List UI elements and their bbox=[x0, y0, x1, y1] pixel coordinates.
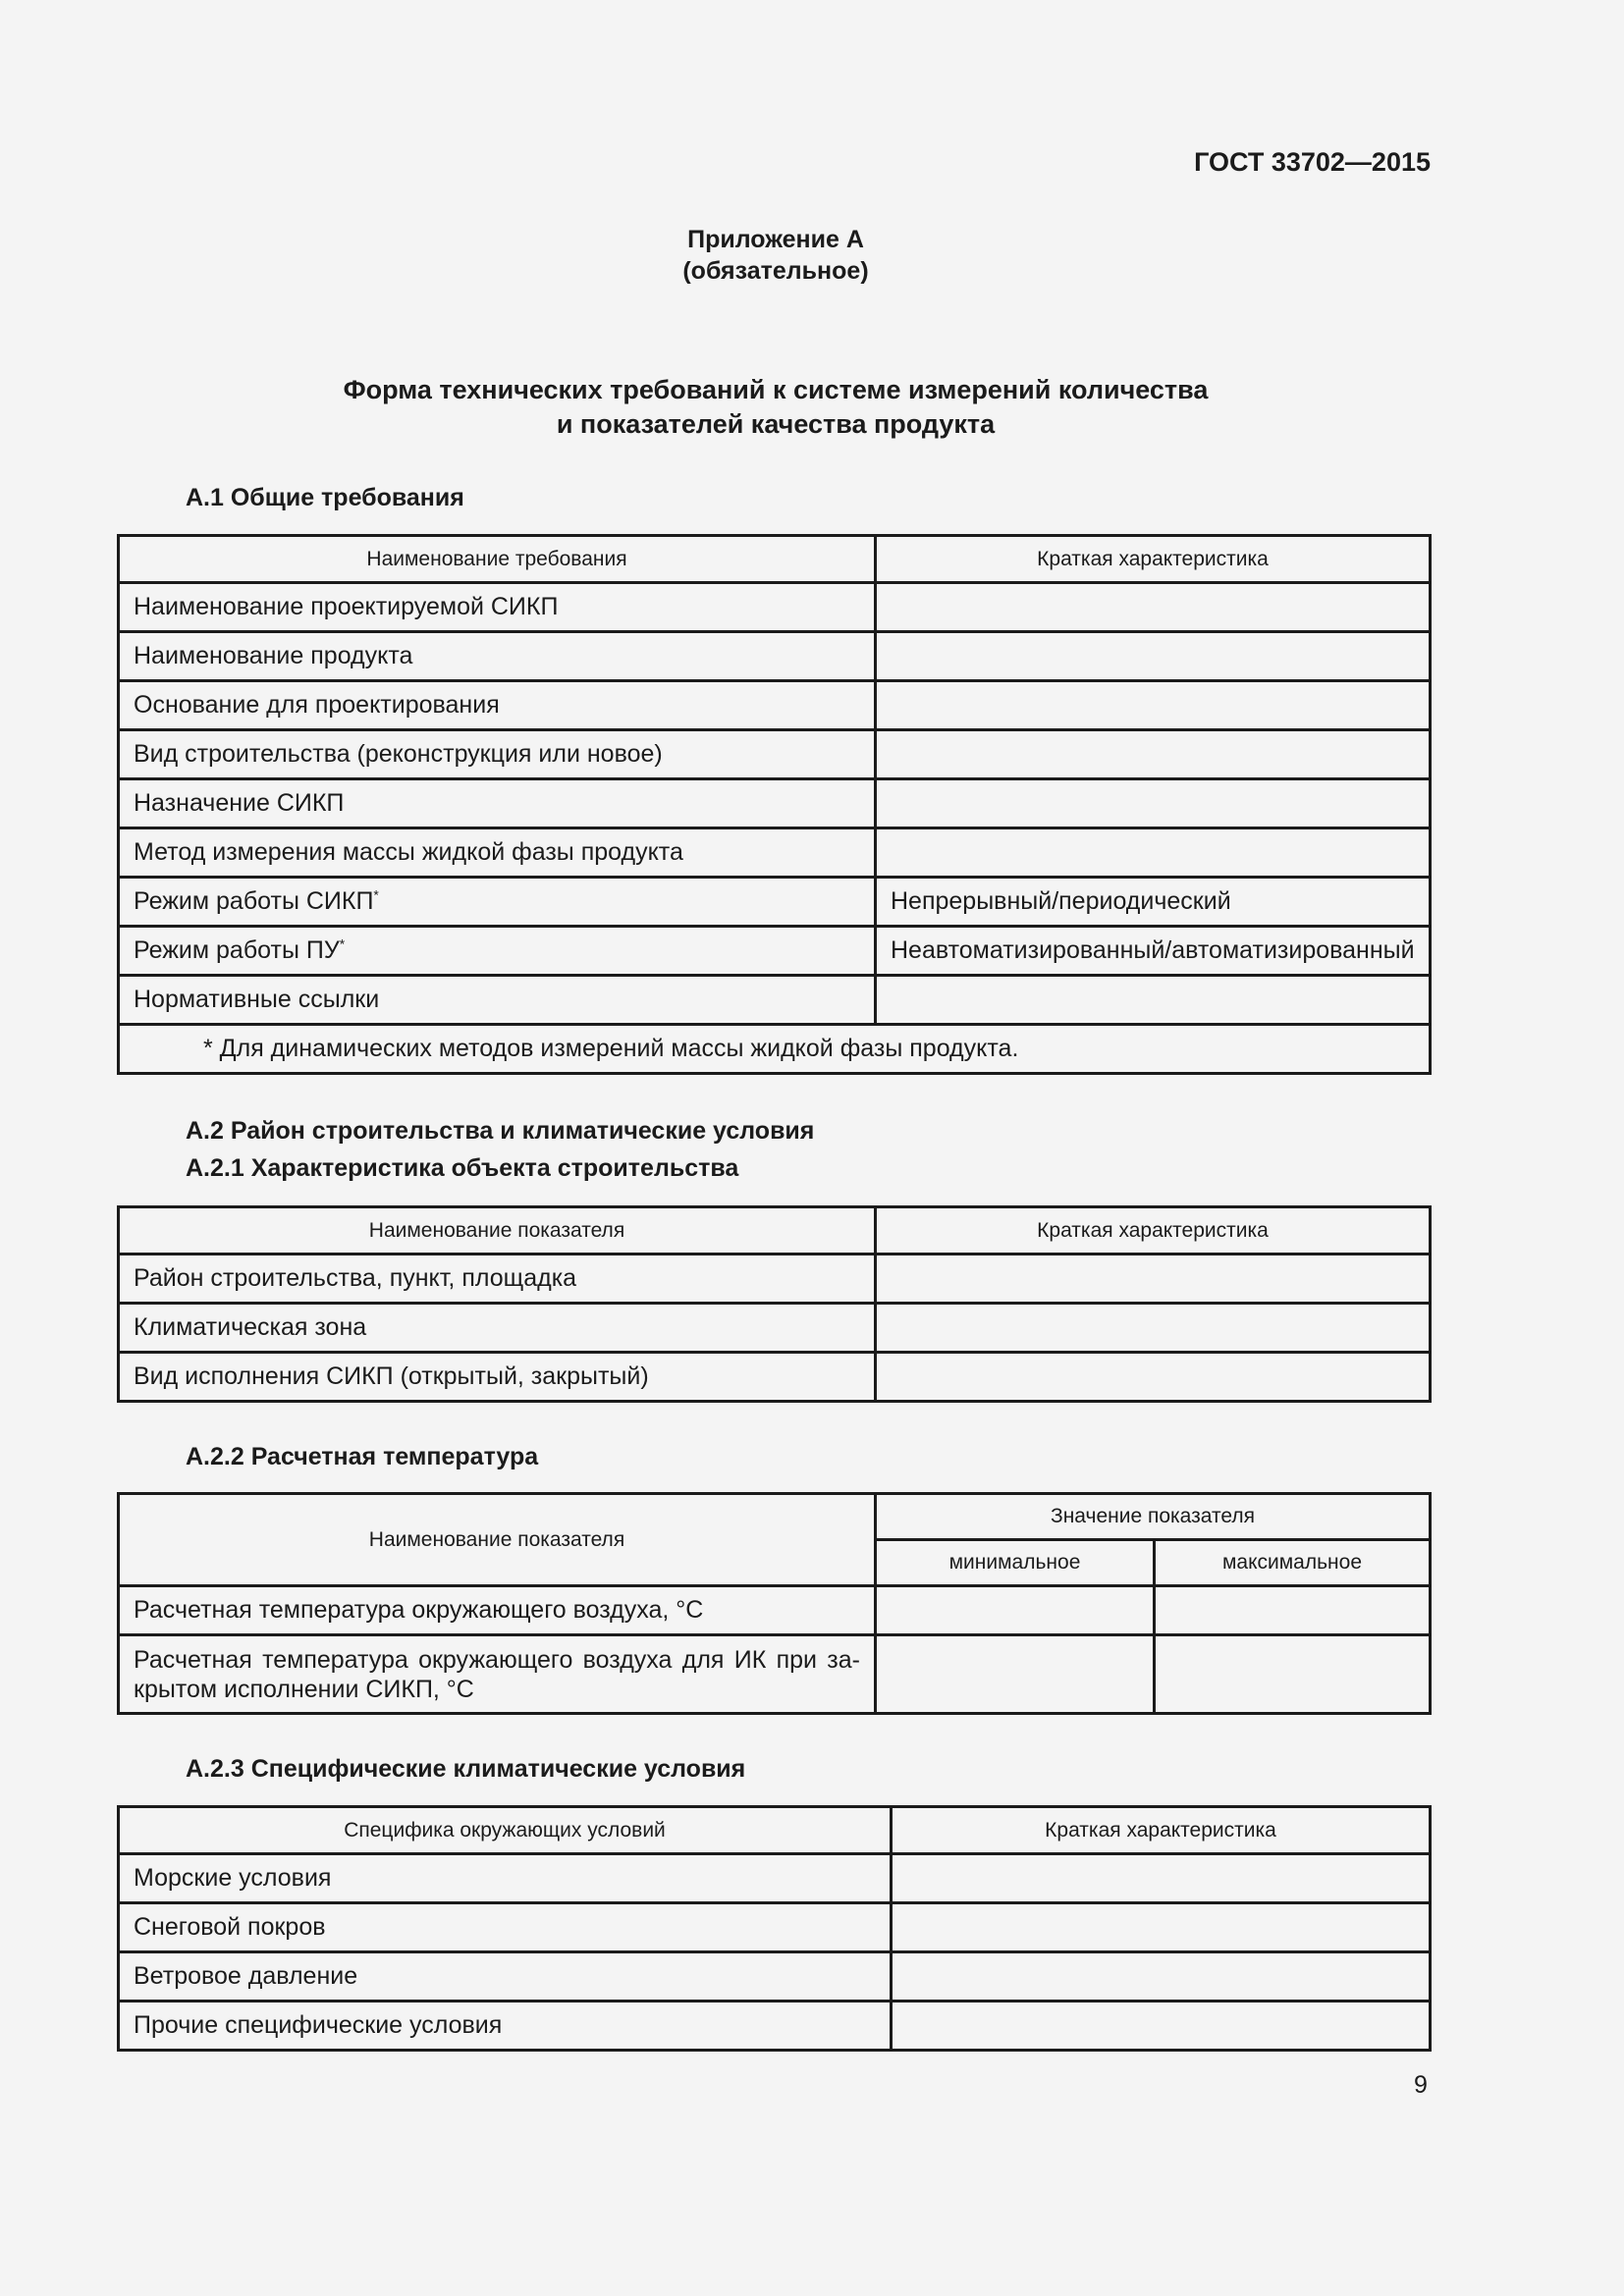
footnote-row bbox=[119, 1025, 1431, 1074]
table-row bbox=[119, 927, 1431, 976]
table-row bbox=[119, 681, 1431, 730]
table-row bbox=[119, 1635, 1431, 1714]
requirement-value bbox=[876, 730, 1431, 779]
climatic-conditions-table bbox=[117, 1805, 1432, 2052]
table-row bbox=[119, 1903, 1431, 1952]
requirement-value: Непрерывный/периодический bbox=[876, 878, 1431, 927]
table-header-row bbox=[119, 1807, 1431, 1854]
table-header-row bbox=[119, 1207, 1431, 1255]
section-a21-heading: А.2.1 Характеристика объекта строительства bbox=[186, 1154, 739, 1182]
indicator-name: Вид исполнения СИКП (открытый, закрытый) bbox=[119, 1353, 876, 1402]
column-header: Наименование показателя bbox=[119, 1207, 876, 1255]
requirement-value bbox=[876, 828, 1431, 878]
column-header: Краткая характеристика bbox=[892, 1807, 1431, 1854]
max-value bbox=[1155, 1586, 1431, 1635]
table-row bbox=[119, 583, 1431, 632]
condition-name: Морские условия bbox=[119, 1854, 892, 1903]
column-header: Краткая характеристика bbox=[876, 1207, 1431, 1255]
requirement-name bbox=[119, 878, 876, 927]
requirement-value bbox=[876, 583, 1431, 632]
construction-object-table bbox=[117, 1205, 1432, 1403]
form-title-line-1: Форма технических требований к системе измерений количества bbox=[343, 375, 1209, 404]
table-footnote: * Для динамических методов измерений массы жидкой фазы продукта. bbox=[119, 1025, 1431, 1074]
condition-value bbox=[892, 1952, 1431, 2002]
indicator-value bbox=[876, 1353, 1431, 1402]
section-a22-heading: А.2.2 Расчетная температура bbox=[186, 1443, 539, 1470]
requirement-name bbox=[119, 927, 876, 976]
requirement-name: Наименование продукта bbox=[119, 632, 876, 681]
requirement-value bbox=[876, 681, 1431, 730]
table-row bbox=[119, 632, 1431, 681]
table-row bbox=[119, 1255, 1431, 1304]
form-title bbox=[0, 373, 1551, 442]
indicator-name: Район строительства, пункт, площадка bbox=[119, 1255, 876, 1304]
column-header: Наименование требования bbox=[119, 536, 876, 583]
requirement-value bbox=[876, 779, 1431, 828]
table-header-row bbox=[119, 1494, 1431, 1540]
annex-heading bbox=[0, 224, 1551, 287]
min-value bbox=[876, 1586, 1155, 1635]
requirement-name: Назначение СИКП bbox=[119, 779, 876, 828]
requirement-name: Наименование проектируемой СИКП bbox=[119, 583, 876, 632]
general-requirements-table bbox=[117, 534, 1432, 1075]
table-row bbox=[119, 1304, 1431, 1353]
table-row bbox=[119, 1586, 1431, 1635]
condition-value bbox=[892, 2002, 1431, 2051]
indicator-value bbox=[876, 1304, 1431, 1353]
table-row bbox=[119, 779, 1431, 828]
table-row bbox=[119, 1353, 1431, 1402]
indicator-value bbox=[876, 1255, 1431, 1304]
column-header: Наименование показателя bbox=[119, 1494, 876, 1586]
column-subheader: минимальное bbox=[876, 1540, 1155, 1586]
table-row bbox=[119, 1854, 1431, 1903]
max-value bbox=[1155, 1635, 1431, 1714]
condition-name: Снеговой покров bbox=[119, 1903, 892, 1952]
condition-name: Прочие специфические условия bbox=[119, 2002, 892, 2051]
table-row bbox=[119, 976, 1431, 1025]
condition-value bbox=[892, 1854, 1431, 1903]
requirement-name-text: Режим работы ПУ bbox=[134, 936, 340, 964]
table-row bbox=[119, 878, 1431, 927]
requirement-value: Неавтоматизированный/автоматизированный bbox=[876, 927, 1431, 976]
requirement-value bbox=[876, 976, 1431, 1025]
table-row bbox=[119, 730, 1431, 779]
requirement-name: Основание для проектирования bbox=[119, 681, 876, 730]
requirement-name-text: Режим работы СИКП bbox=[134, 887, 374, 915]
column-header: Специфика окружающих условий bbox=[119, 1807, 892, 1854]
column-subheader: максимальное bbox=[1155, 1540, 1431, 1586]
condition-value bbox=[892, 1903, 1431, 1952]
page-number: 9 bbox=[1414, 2071, 1428, 2099]
design-temperature-table bbox=[117, 1492, 1432, 1715]
indicator-name: Расчетная температура окружающего воздуха, °С bbox=[119, 1586, 876, 1635]
standard-number: ГОСТ 33702—2015 bbox=[1194, 147, 1431, 177]
footnote-mark: * bbox=[373, 886, 379, 903]
requirement-name: Вид строительства (реконструкция или новое) bbox=[119, 730, 876, 779]
section-a2-heading: А.2 Район строительства и климатические условия bbox=[186, 1117, 815, 1145]
section-a23-heading: А.2.3 Специфические климатические условия bbox=[186, 1755, 746, 1783]
column-header: Значение показателя bbox=[876, 1494, 1431, 1540]
annex-label: Приложение А bbox=[687, 226, 864, 253]
table-row bbox=[119, 828, 1431, 878]
min-value bbox=[876, 1635, 1155, 1714]
column-header: Краткая характеристика bbox=[876, 536, 1431, 583]
requirement-value bbox=[876, 632, 1431, 681]
table-row bbox=[119, 1952, 1431, 2002]
form-title-line-2: и показателей качества продукта bbox=[556, 409, 996, 439]
condition-name: Ветровое давление bbox=[119, 1952, 892, 2002]
footnote-mark: * bbox=[339, 935, 346, 952]
table-header-row bbox=[119, 536, 1431, 583]
annex-status: (обязательное) bbox=[682, 257, 869, 285]
requirement-name: Метод измерения массы жидкой фазы продукта bbox=[119, 828, 876, 878]
indicator-name: Расчетная температура окружающего воздуха для ИК при за-крытом исполнении СИКП, °С bbox=[119, 1635, 876, 1714]
table-row bbox=[119, 2002, 1431, 2051]
requirement-name: Нормативные ссылки bbox=[119, 976, 876, 1025]
indicator-name: Климатическая зона bbox=[119, 1304, 876, 1353]
section-a1-heading: А.1 Общие требования bbox=[186, 484, 464, 511]
